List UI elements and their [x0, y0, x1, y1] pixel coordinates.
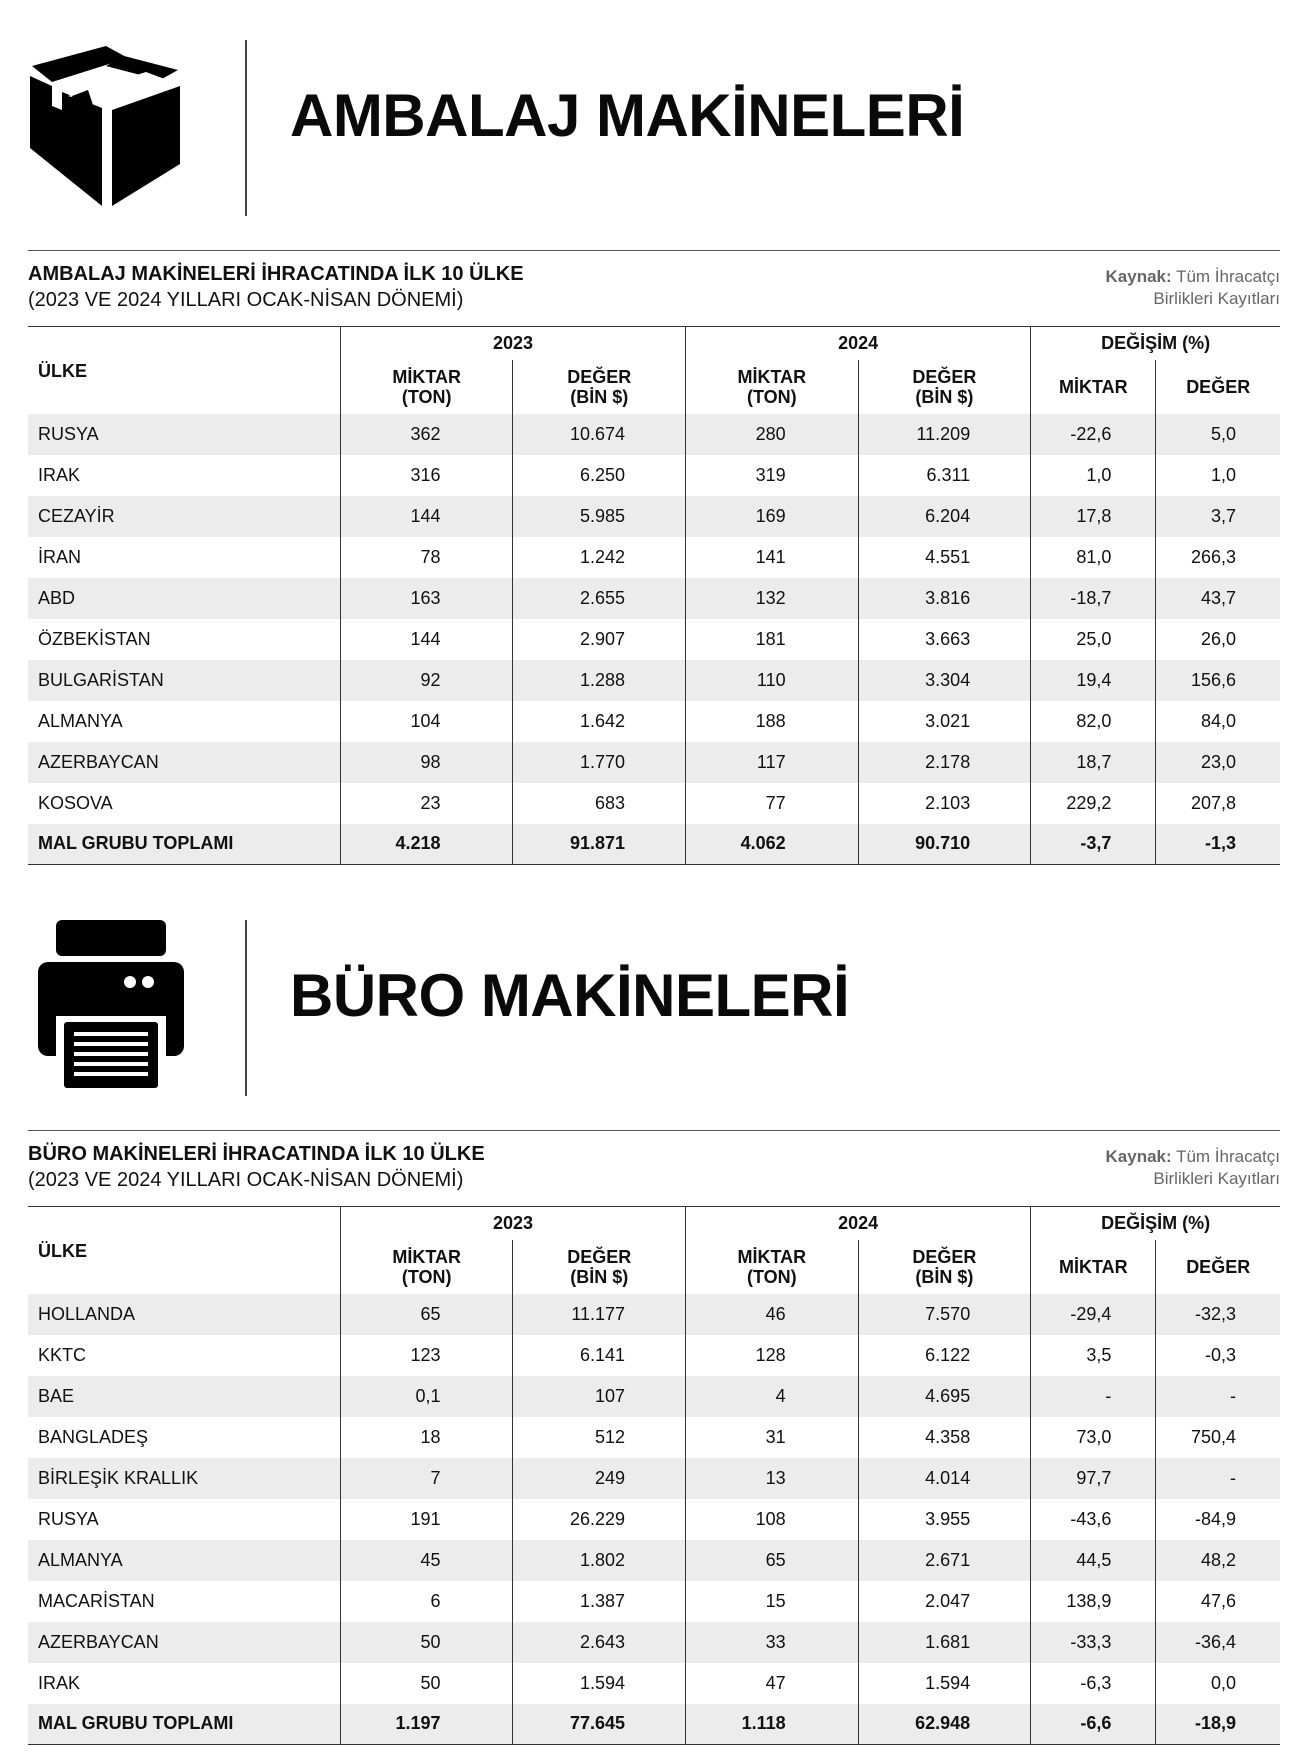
- cell-val-2023: 512: [513, 1417, 686, 1458]
- divider: [245, 40, 247, 216]
- cell-qty-2023: 45: [340, 1540, 513, 1581]
- cell-chg-qty: 229,2: [1031, 783, 1156, 824]
- cell-chg-val: -: [1156, 1458, 1280, 1499]
- source-label: Kaynak:: [1105, 1147, 1172, 1166]
- cell-country: BİRLEŞİK KRALLIK: [28, 1458, 340, 1499]
- cell-country: ALMANYA: [28, 1540, 340, 1581]
- table-row: [28, 1376, 1280, 1417]
- cell-val-2023: 2.643: [513, 1622, 686, 1663]
- cell-chg-val: -1,3: [1156, 824, 1280, 865]
- table-subtitle: (2023 VE 2024 YILLARI OCAK-NİSAN DÖNEMİ): [28, 289, 464, 311]
- cell-qty-2023: 6: [340, 1581, 513, 1622]
- col-chg-qty: MİKTAR: [1031, 360, 1156, 414]
- table-info: [28, 1130, 1280, 1206]
- table-row: [28, 1294, 1280, 1335]
- ambalaj-section: [28, 36, 1280, 865]
- cell-val-2024: 4.695: [858, 1376, 1031, 1417]
- cell-chg-qty: 3,5: [1031, 1335, 1156, 1376]
- cell-val-2023: 26.229: [513, 1499, 686, 1540]
- cell-qty-2024: 33: [686, 1622, 859, 1663]
- cell-chg-qty: 44,5: [1031, 1540, 1156, 1581]
- cell-chg-qty: 17,8: [1031, 496, 1156, 537]
- cell-qty-2024: 141: [686, 537, 859, 578]
- cell-chg-qty: -18,7: [1031, 578, 1156, 619]
- cell-val-2023: 1.770: [513, 742, 686, 783]
- col-qty-2024: MİKTAR (TON): [686, 360, 859, 414]
- source-line1: Tüm İhracatçı: [1176, 267, 1280, 286]
- table-row: [28, 742, 1280, 783]
- cell-qty-2023: 316: [340, 455, 513, 496]
- col-year-2024: 2024: [686, 1207, 1031, 1240]
- table-info: [28, 250, 1280, 326]
- cell-val-2024: 6.204: [858, 496, 1031, 537]
- cell-chg-val: 266,3: [1156, 537, 1280, 578]
- cell-country: IRAK: [38, 1672, 81, 1693]
- col-val-2024: DEĞER (BİN $): [858, 1240, 1031, 1294]
- cell-qty-2024: 169: [686, 496, 859, 537]
- cell-chg-val: 84,0: [1156, 701, 1280, 742]
- col-val-2024: DEĞER (BİN $): [858, 360, 1031, 414]
- col-year-2023: 2023: [340, 1207, 685, 1240]
- col-change: DEĞİŞİM (%): [1031, 1207, 1280, 1240]
- cell-chg-qty: -: [1031, 1376, 1156, 1417]
- cell-qty-2024: 108: [686, 1499, 859, 1540]
- cell-chg-val: 0,0: [1156, 1663, 1280, 1704]
- table-body: [28, 1294, 1280, 1745]
- cell-val-2024: 6.122: [858, 1335, 1031, 1376]
- buro-section: [28, 916, 1280, 1745]
- cell-country: RUSYA: [38, 1508, 99, 1529]
- cell-val-2024: 90.710: [858, 824, 1031, 865]
- cell-val-2024: 3.955: [858, 1499, 1031, 1540]
- cell-chg-qty: 81,0: [1031, 537, 1156, 578]
- cell-chg-qty: -43,6: [1031, 1499, 1156, 1540]
- cell-val-2024: 2.178: [858, 742, 1031, 783]
- col-year-2024: 2024: [686, 327, 1031, 360]
- cell-val-2024: 2.103: [858, 783, 1031, 824]
- cell-chg-val: 1,0: [1156, 455, 1280, 496]
- cell-qty-2023: 98: [340, 742, 513, 783]
- cell-chg-qty: 1,0: [1031, 455, 1156, 496]
- cell-qty-2023: 123: [340, 1335, 513, 1376]
- col-val-2023: DEĞER (BİN $): [513, 1240, 686, 1294]
- cell-country: İRAN: [38, 546, 82, 567]
- cell-qty-2024: 4: [686, 1376, 859, 1417]
- table-row: [28, 1663, 1280, 1704]
- cell-qty-2024: 319: [686, 455, 859, 496]
- col-qty-2023: MİKTAR (TON): [340, 360, 513, 414]
- export-table: [28, 1206, 1280, 1745]
- cell-qty-2024: 1.118: [686, 1704, 859, 1745]
- cell-val-2024: 4.014: [858, 1458, 1031, 1499]
- table-row: [28, 1581, 1280, 1622]
- cell-qty-2023: 362: [340, 414, 513, 455]
- cell-val-2023: 683: [513, 783, 686, 824]
- source-line2: Birlikleri Kayıtları: [1153, 1169, 1280, 1188]
- cell-qty-2023: 65: [340, 1294, 513, 1335]
- cell-country: ÖZBEKİSTAN: [38, 628, 151, 649]
- cell-chg-val: 5,0: [1156, 414, 1280, 455]
- cell-country: CEZAYİR: [28, 496, 340, 537]
- cell-chg-val: 750,4: [1156, 1417, 1280, 1458]
- source-note: [1106, 1146, 1280, 1190]
- cell-country: BULGARİSTAN: [28, 660, 340, 701]
- cell-qty-2023: 18: [340, 1417, 513, 1458]
- cell-qty-2024: 280: [686, 414, 859, 455]
- cell-country: HOLLANDA: [28, 1294, 340, 1335]
- cell-country: KOSOVA: [38, 792, 113, 813]
- cell-qty-2023: 1.197: [340, 1704, 513, 1745]
- cell-chg-val: -0,3: [1156, 1335, 1280, 1376]
- cell-chg-val: 43,7: [1156, 578, 1280, 619]
- cell-val-2024: 1.681: [858, 1622, 1031, 1663]
- cell-country: MAL GRUBU TOPLAMI: [28, 824, 340, 865]
- cell-country: KKTC: [38, 1344, 87, 1365]
- cell-chg-qty: -6,3: [1031, 1663, 1156, 1704]
- cell-val-2023: 2.655: [513, 578, 686, 619]
- table-row: [28, 660, 1280, 701]
- col-qty-2023: MİKTAR (TON): [340, 1240, 513, 1294]
- cell-country: MAL GRUBU TOPLAMI: [28, 1704, 340, 1745]
- cell-chg-qty: 97,7: [1031, 1458, 1156, 1499]
- table-row: [28, 1335, 1280, 1376]
- col-year-2023: 2023: [340, 327, 685, 360]
- table-title: BÜRO MAKİNELERİ İHRACATINDA İLK 10 ÜLKE: [28, 1143, 485, 1165]
- cell-val-2024: 2.047: [858, 1581, 1031, 1622]
- cell-chg-val: 207,8: [1156, 783, 1280, 824]
- cell-qty-2023: 92: [340, 660, 513, 701]
- cell-val-2023: 249: [513, 1458, 686, 1499]
- cell-country: MACARİSTAN: [38, 1590, 155, 1611]
- table-body: [28, 414, 1280, 865]
- cell-chg-val: 23,0: [1156, 742, 1280, 783]
- cell-qty-2023: 144: [340, 496, 513, 537]
- section-header: [28, 916, 1280, 1096]
- col-chg-val: DEĞER: [1156, 1240, 1280, 1294]
- table-row: [28, 1540, 1280, 1581]
- cell-chg-qty: 73,0: [1031, 1417, 1156, 1458]
- cell-val-2024: 6.311: [858, 455, 1031, 496]
- cell-qty-2023: 50: [340, 1663, 513, 1704]
- cell-chg-qty: -6,6: [1031, 1704, 1156, 1745]
- cell-qty-2024: 65: [686, 1540, 859, 1581]
- cell-val-2024: 1.594: [858, 1663, 1031, 1704]
- box-icon: [28, 36, 208, 216]
- cell-qty-2024: 13: [686, 1458, 859, 1499]
- table-title: AMBALAJ MAKİNELERİ İHRACATINDA İLK 10 ÜLKE: [28, 263, 524, 285]
- total-row: [28, 824, 1280, 865]
- cell-qty-2024: 46: [686, 1294, 859, 1335]
- col-change: DEĞİŞİM (%): [1031, 327, 1280, 360]
- table-row: [28, 1458, 1280, 1499]
- cell-val-2023: 1.594: [513, 1663, 686, 1704]
- section-title: BÜRO MAKİNELERİ: [290, 962, 850, 1029]
- source-label: Kaynak:: [1105, 267, 1172, 286]
- col-chg-val: DEĞER: [1156, 360, 1280, 414]
- cell-qty-2023: 163: [340, 578, 513, 619]
- cell-val-2024: 3.663: [858, 619, 1031, 660]
- cell-val-2024: 62.948: [858, 1704, 1031, 1745]
- cell-val-2023: 1.642: [513, 701, 686, 742]
- divider: [245, 920, 247, 1096]
- cell-qty-2023: 0,1: [340, 1376, 513, 1417]
- cell-val-2024: 3.021: [858, 701, 1031, 742]
- cell-qty-2023: 191: [340, 1499, 513, 1540]
- cell-qty-2024: 77: [686, 783, 859, 824]
- cell-chg-qty: 138,9: [1031, 1581, 1156, 1622]
- cell-chg-qty: 18,7: [1031, 742, 1156, 783]
- cell-chg-qty: -29,4: [1031, 1294, 1156, 1335]
- table-row: [28, 1417, 1280, 1458]
- cell-qty-2024: 110: [686, 660, 859, 701]
- cell-val-2024: 11.209: [858, 414, 1031, 455]
- cell-qty-2023: 144: [340, 619, 513, 660]
- section-header: [28, 36, 1280, 216]
- cell-chg-val: 47,6: [1156, 1581, 1280, 1622]
- col-chg-qty: MİKTAR: [1031, 1240, 1156, 1294]
- cell-country: IRAK: [38, 464, 81, 485]
- cell-chg-val: 48,2: [1156, 1540, 1280, 1581]
- cell-qty-2023: 50: [340, 1622, 513, 1663]
- cell-qty-2024: 117: [686, 742, 859, 783]
- table-row: [28, 701, 1280, 742]
- table-row: [28, 1622, 1280, 1663]
- cell-val-2023: 11.177: [513, 1294, 686, 1335]
- cell-qty-2024: 4.062: [686, 824, 859, 865]
- cell-qty-2024: 181: [686, 619, 859, 660]
- cell-chg-qty: -3,7: [1031, 824, 1156, 865]
- cell-qty-2023: 4.218: [340, 824, 513, 865]
- col-qty-2024: MİKTAR (TON): [686, 1240, 859, 1294]
- source-line1: Tüm İhracatçı: [1176, 1147, 1280, 1166]
- cell-chg-val: 26,0: [1156, 619, 1280, 660]
- cell-val-2024: 3.304: [858, 660, 1031, 701]
- col-val-2023: DEĞER (BİN $): [513, 360, 686, 414]
- cell-chg-qty: 82,0: [1031, 701, 1156, 742]
- cell-qty-2024: 15: [686, 1581, 859, 1622]
- source-line2: Birlikleri Kayıtları: [1153, 289, 1280, 308]
- cell-val-2024: 7.570: [858, 1294, 1031, 1335]
- cell-country: ABD: [28, 578, 340, 619]
- table-row: [28, 455, 1280, 496]
- source-note: [1106, 266, 1280, 310]
- table-row: [28, 578, 1280, 619]
- cell-chg-val: 3,7: [1156, 496, 1280, 537]
- cell-country: AZERBAYCAN: [28, 742, 340, 783]
- cell-country: RUSYA: [28, 414, 340, 455]
- section-title: AMBALAJ MAKİNELERİ: [290, 82, 965, 149]
- table-row: [28, 619, 1280, 660]
- cell-val-2023: 1.802: [513, 1540, 686, 1581]
- cell-chg-val: -: [1156, 1376, 1280, 1417]
- cell-country: BANGLADEŞ: [38, 1426, 149, 1447]
- cell-chg-val: -36,4: [1156, 1622, 1280, 1663]
- printer-icon: [28, 916, 208, 1096]
- col-country: ÜLKE: [38, 361, 87, 381]
- cell-country: BAE: [28, 1376, 340, 1417]
- cell-val-2023: 77.645: [513, 1704, 686, 1745]
- cell-val-2024: 4.358: [858, 1417, 1031, 1458]
- table-subtitle: (2023 VE 2024 YILLARI OCAK-NİSAN DÖNEMİ): [28, 1169, 464, 1191]
- table-row: [28, 783, 1280, 824]
- cell-val-2023: 5.985: [513, 496, 686, 537]
- cell-qty-2023: 104: [340, 701, 513, 742]
- cell-country: AZERBAYCAN: [28, 1622, 340, 1663]
- cell-qty-2023: 23: [340, 783, 513, 824]
- cell-val-2024: 4.551: [858, 537, 1031, 578]
- cell-val-2023: 1.387: [513, 1581, 686, 1622]
- cell-chg-val: -84,9: [1156, 1499, 1280, 1540]
- cell-qty-2024: 132: [686, 578, 859, 619]
- cell-country: ALMANYA: [38, 710, 123, 731]
- cell-val-2024: 2.671: [858, 1540, 1031, 1581]
- cell-qty-2024: 31: [686, 1417, 859, 1458]
- cell-val-2023: 6.141: [513, 1335, 686, 1376]
- cell-chg-qty: -33,3: [1031, 1622, 1156, 1663]
- table-row: [28, 414, 1280, 455]
- cell-chg-qty: -22,6: [1031, 414, 1156, 455]
- cell-val-2023: 91.871: [513, 824, 686, 865]
- cell-chg-qty: 25,0: [1031, 619, 1156, 660]
- cell-chg-val: -32,3: [1156, 1294, 1280, 1335]
- cell-val-2023: 107: [513, 1376, 686, 1417]
- cell-qty-2023: 7: [340, 1458, 513, 1499]
- cell-val-2023: 1.242: [513, 537, 686, 578]
- cell-val-2023: 10.674: [513, 414, 686, 455]
- cell-val-2023: 6.250: [513, 455, 686, 496]
- cell-qty-2024: 188: [686, 701, 859, 742]
- cell-chg-val: 156,6: [1156, 660, 1280, 701]
- cell-qty-2023: 78: [340, 537, 513, 578]
- cell-qty-2024: 128: [686, 1335, 859, 1376]
- cell-qty-2024: 47: [686, 1663, 859, 1704]
- table-row: [28, 537, 1280, 578]
- cell-val-2023: 1.288: [513, 660, 686, 701]
- cell-chg-val: -18,9: [1156, 1704, 1280, 1745]
- cell-chg-qty: 19,4: [1031, 660, 1156, 701]
- col-country: ÜLKE: [38, 1241, 87, 1261]
- table-row: [28, 1499, 1280, 1540]
- cell-val-2024: 3.816: [858, 578, 1031, 619]
- total-row: [28, 1704, 1280, 1745]
- cell-val-2023: 2.907: [513, 619, 686, 660]
- export-table: [28, 326, 1280, 865]
- table-row: [28, 496, 1280, 537]
